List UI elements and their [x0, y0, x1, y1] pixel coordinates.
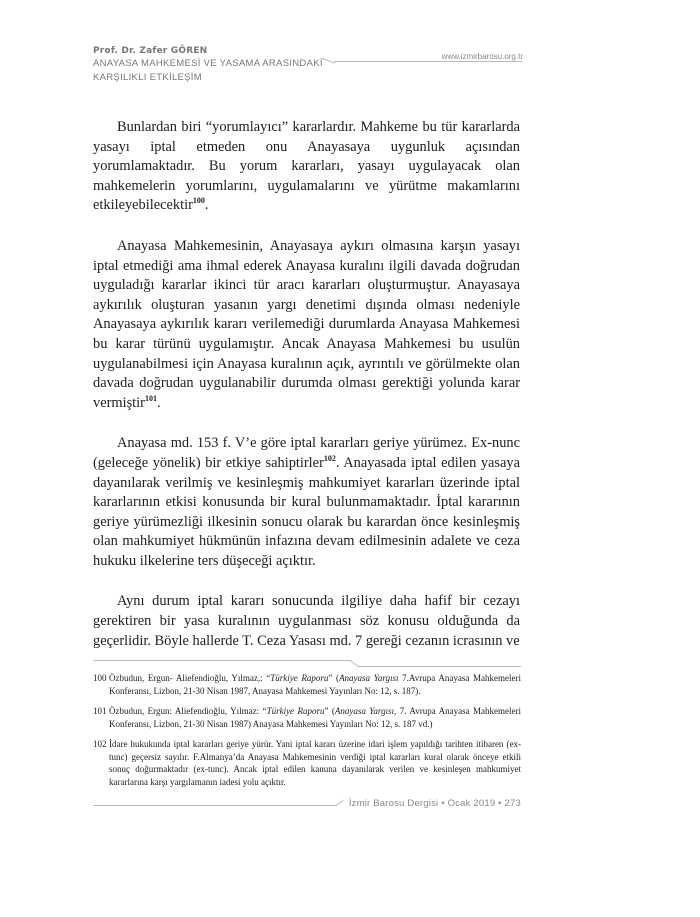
- footnote-number: 101: [93, 706, 107, 716]
- footnote-text: Özbudun, Ergun- Aliefendioğlu, Yılmaz,: “: [109, 673, 271, 683]
- footnote-text: Özbudun, Ergun: Aliefendioğlu, Yılmaz: “: [109, 706, 267, 716]
- footnote-ref: 101: [144, 393, 157, 403]
- footnote-text: İdare hukukunda iptal kararları geriye yürür. Yani iptal kararı üzerine idari işlem yapıldığı tarihten itibaren (ex-tunc) geçersiz sayılır. F.Almanya’da Anayasa Mahkemesinin verdiği iptal kararları kural olarak önceye etkili sonuç doğurmaktadır (ex-tunc). Ancak iptal edilen kanuna dayanılarak verilen ve kesinleşen mahkumiyet kararlarına karşı yargılamanın iadesi yolu açıktır.: [109, 739, 521, 787]
- footnote-text: 7. Avrupa Anayasa Mahkemeleri Konferansı, Lizbon, 21-30 Nisan 1987) Anayasa Mahkemesi Yayınları No: 12, s. 187 vd.): [109, 706, 521, 729]
- footer-divider-notch: [336, 800, 344, 806]
- footer-divider: [93, 805, 337, 806]
- paragraph-text: Aynı durum iptal kararı sonucunda ilgiliye daha hafif bir cezayı gerektiren bir yasa kuralının uygulanması söz konusu olduğunda da geçerlidir. Böyle hallerde T. Ceza Yasası md. 7 gereği cezanın icrasının ve: [93, 593, 520, 649]
- footnotes: [93, 672, 521, 796]
- footer-separator: •: [495, 798, 505, 809]
- footnote: [93, 738, 521, 788]
- website-url: www.izmirbarosu.org.tr: [441, 52, 523, 61]
- article-title-line2: KARŞILIKLI ETKİLEŞİM: [93, 72, 202, 83]
- footnote: [93, 705, 521, 730]
- footnote-text: 7.Avrupa Anayasa Mahkemeleri Konferansı, Lizbon, 21-30 Nisan 1987, Anayasa Mahkemesi Yayınları No: 12, s. 187).: [109, 673, 522, 696]
- footnote-text: ” (: [328, 673, 340, 683]
- footnote: [93, 672, 521, 697]
- paragraph: [93, 592, 520, 651]
- paragraph-tail: . Anayasada iptal edilen yasaya dayanılarak verilmiş ve kesinleşmiş mahkumiyet kararları üzerinde iptal kararlarının etkisi konusunda bir kural bulunmamaktadır. İptal kararının geriye yürümezliği ilkesinin sonucu olarak bu karardan önce kesinleşmiş olan mahkumiyet hükmünün infazına devam edilmesinin adalete ve ceza hukuku ilkelerine ters düşeceği açıktır.: [93, 454, 520, 569]
- paragraph-text: Anayasa Mahkemesinin, Anayasaya aykırı olmasına karşın yasayı iptal etmediği ama ihmal ederek Anayasa kuralını ilgili davada doğrudan uyguladığı kararlar ikinci tür aracı kararları oluşturmuştur. Anayasaya aykırılık oluşturan yasanın yargı denetimi dışında olması nedeniyle Anayasaya aykırılık kararı verilemediği durumlarda Anayasa Mahkemesi bu karar türünü uygulamıştır. Ancak Anayasa Mahkemesi bu usulün uygulanabilmesi için Anayasa kuralının açık, ayrıntılı ve görülmekte olan davada doğrudan uygulanabilir durumda olması gerektiği yolunda karar vermiştir: [93, 237, 520, 411]
- paragraph: [93, 434, 520, 571]
- paragraph-tail: .: [156, 394, 161, 411]
- footnote-number: 100: [93, 673, 107, 683]
- footnote-italic: Türkiye Raporu: [270, 673, 329, 683]
- footnote-ref: 100: [192, 196, 205, 206]
- footnote-italic: Türkiye Raporu: [266, 706, 325, 716]
- body-text: [93, 118, 520, 672]
- running-footer: [349, 798, 521, 809]
- page-number: 273: [504, 798, 521, 809]
- paragraph-tail: .: [204, 197, 209, 214]
- footnote-number: 102: [93, 739, 107, 749]
- issue-date: Ocak 2019: [447, 798, 496, 809]
- paragraph-text: Bunlardan biri “yorumlayıcı” kararlardır. Mahkeme bu tür kararlarda yasayı iptal etmeden onu Anayasaya uygunluk açısından yorumlamaktadır. Bu yorum kararları, yasayı uygulayacak olan mahkemelerin yorumlarını, uygulamalarını ve yürütme makamlarını etkileyebilecektir: [93, 119, 520, 214]
- footnote-text: ” (: [324, 706, 335, 716]
- journal-name: İzmir Barosu Dergisi: [348, 798, 439, 809]
- footer-separator: •: [438, 798, 448, 809]
- paragraph: [93, 237, 520, 413]
- footnote-ref: 102: [323, 454, 336, 464]
- running-header: [93, 46, 523, 84]
- footnote-italic: Anayasa Yargısı: [339, 673, 399, 683]
- footnote-divider: [93, 660, 351, 661]
- article-title-line1: ANAYASA MAHKEMESİ VE YASAMA ARASINDAKİ: [93, 58, 323, 69]
- paragraph-text: Anayasa md. 153 f. V’e göre iptal kararları geriye yürümez. Ex-nunc (geleceğe yönelik) bir etkiye sahiptirler: [93, 435, 520, 471]
- footnote-divider-right: [357, 666, 521, 667]
- author-name: Prof. Dr. Zafer GÖREN: [93, 46, 208, 56]
- header-divider: [334, 61, 522, 62]
- footnote-italic: Anayasa Yargısı,: [334, 706, 397, 716]
- paragraph: [93, 118, 520, 216]
